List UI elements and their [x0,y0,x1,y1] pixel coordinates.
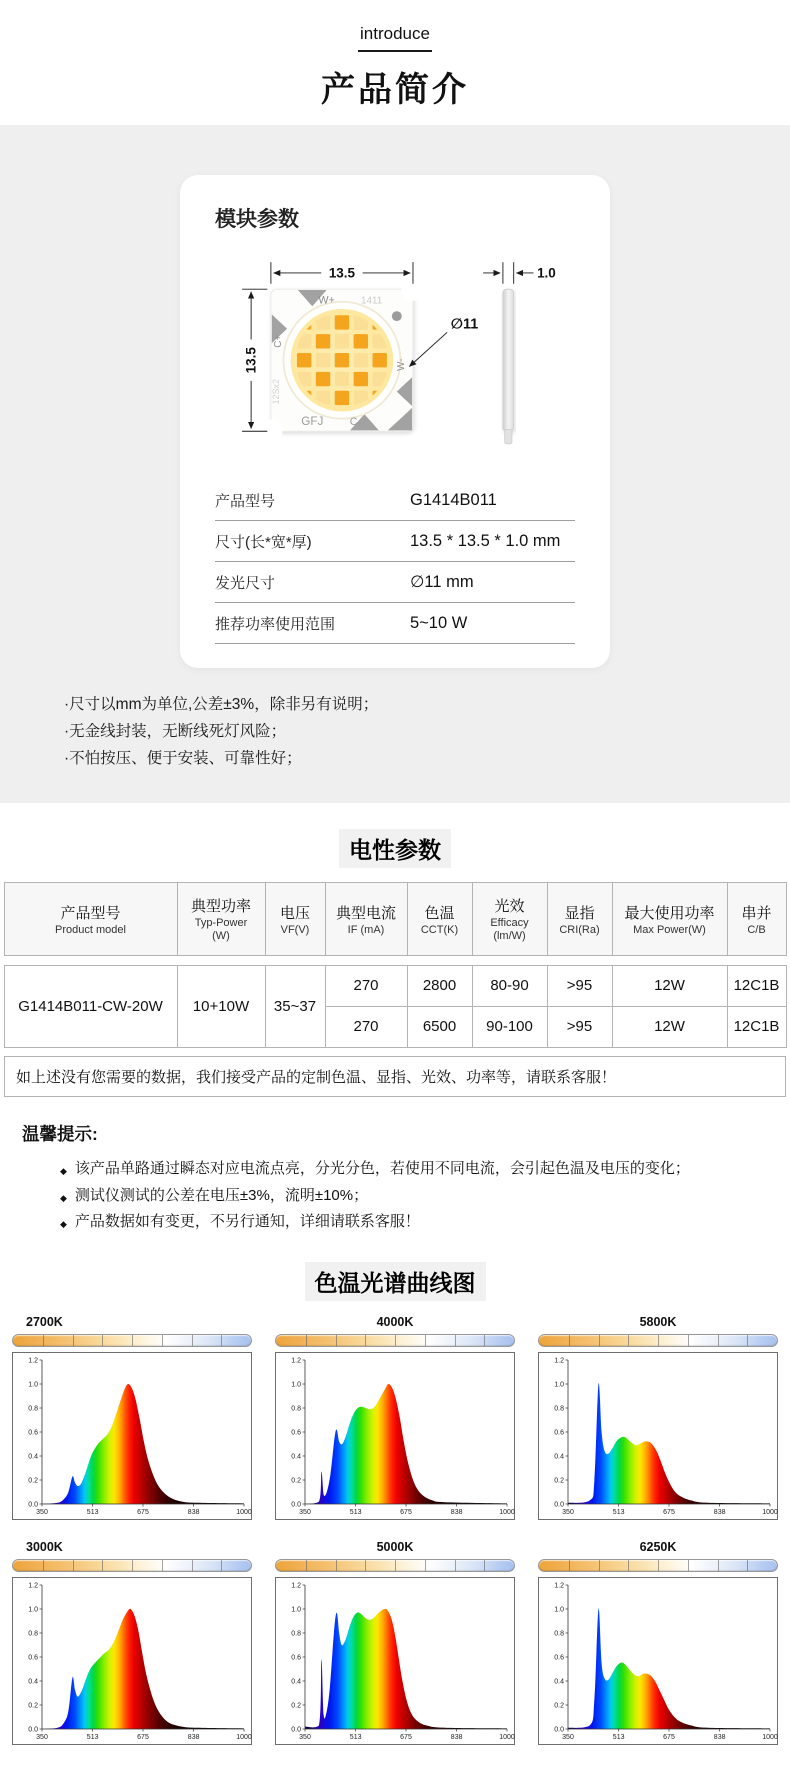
spectrum-plot [275,1352,515,1520]
svg-text:513: 513 [612,1733,625,1741]
svg-text:675: 675 [663,1733,675,1741]
svg-text:838: 838 [713,1508,726,1516]
svg-text:838: 838 [187,1733,200,1741]
tips-list [22,1156,770,1236]
svg-text:350: 350 [299,1508,311,1516]
svg-text:1000: 1000 [762,1508,778,1516]
svg-text:0.8: 0.8 [291,1630,301,1638]
svg-text:1.0: 1.0 [28,1606,38,1614]
module-side-view [503,289,514,444]
chart-cct-label: 5000K [376,1539,414,1554]
svg-text:0.4: 0.4 [554,1453,564,1461]
cell-cri: >95 [547,965,612,1006]
col-voltage: 电压 VF(V) [265,882,325,955]
module-card-title: 模块参数 [215,208,299,231]
col-current: 典型电流 IF (mA) [325,882,407,955]
cell-efficacy: 90-100 [472,1006,547,1047]
col-cct: 色温 CCT(K) [407,882,472,955]
tips-title: 温馨提示: [22,1123,98,1144]
cct-gradient-bar [275,1334,515,1347]
note-line: ·不怕按压、便于安装、可靠性好； [64,749,302,767]
svg-text:0.0: 0.0 [554,1726,564,1734]
spec-value: 5~10 W [410,613,468,632]
svg-text:1.2: 1.2 [291,1357,301,1365]
dim-height-label: 13.5 [243,347,259,374]
col-cb: 串并 C/B [727,882,786,955]
tip-item: ◆ 该产品单路通过瞬态对应电流点亮，分光分色，若使用不同电流，会引起色温及电压的变化； [60,1156,770,1183]
spectra-section-title: 色温光谱曲线图 [305,1262,486,1301]
led-chip-grid [297,315,387,405]
spectrum-chart-cell [275,1315,515,1520]
cell-max-power: 12W [612,1006,727,1047]
svg-text:0.2: 0.2 [28,1702,38,1710]
note-line: ·无金线封装，无断线死灯风险； [64,722,287,740]
electrical-header-row [4,882,786,955]
svg-text:513: 513 [612,1508,625,1516]
chart-cct-label: 5800K [639,1314,677,1329]
svg-text:513: 513 [349,1733,362,1741]
svg-text:0.8: 0.8 [291,1405,301,1413]
svg-text:0.6: 0.6 [28,1654,38,1662]
svg-text:0.0: 0.0 [291,1501,301,1509]
spectrum-plot [12,1577,252,1745]
chart-cct-label: 4000K [376,1314,414,1329]
label-c-minus: C- [349,415,362,428]
svg-text:0.2: 0.2 [554,1702,564,1710]
polarity-dot [392,311,402,321]
label-gfj: GFJ [301,414,324,428]
svg-text:513: 513 [349,1508,362,1516]
cell-model: G1414B011-CW-20W [4,965,177,1047]
tip-item: ◆ 测试仪测试的公差在电压±3%，流明±10%； [60,1183,770,1210]
cell-cb: 12C1B [727,1006,786,1047]
page-title: 产品简介 [321,71,469,109]
svg-text:0.0: 0.0 [554,1501,564,1509]
svg-text:1.0: 1.0 [291,1381,301,1389]
svg-text:0.6: 0.6 [28,1429,38,1437]
note-line: ·尺寸以mm为单位,公差±3%，除非另有说明； [64,696,379,713]
svg-text:1000: 1000 [236,1508,252,1516]
svg-text:0.8: 0.8 [28,1405,38,1413]
module-notes [64,692,790,773]
spectrum-charts [12,1315,778,1745]
svg-text:1.0: 1.0 [554,1606,564,1614]
cct-gradient-bar [12,1559,252,1572]
svg-text:838: 838 [187,1508,200,1516]
cct-gradient-bar [275,1559,515,1572]
svg-text:1000: 1000 [499,1733,515,1741]
dim-width-label: 13.5 [328,265,356,281]
dim-diameter-leader [409,332,447,366]
spectrum-plot [12,1352,252,1520]
tip-item: ◆ 产品数据如有变更，不另行通知，详细请联系客服！ [60,1209,770,1236]
svg-text:513: 513 [86,1508,99,1516]
page-header [0,0,790,111]
module-top-view [259,277,424,442]
svg-text:0.6: 0.6 [291,1429,301,1437]
diamond-bullet-icon: ◆ [60,1165,67,1176]
svg-text:0.2: 0.2 [28,1477,38,1485]
col-max-power: 最大使用功率 Max Power(W) [612,882,727,955]
spec-row-model [215,480,575,521]
svg-text:0.4: 0.4 [291,1678,301,1686]
svg-text:350: 350 [36,1733,48,1741]
module-diagram-svg [215,237,575,478]
label-series: 12Sx2 [270,378,281,405]
svg-text:838: 838 [713,1733,726,1741]
spectrum-plot [538,1352,778,1520]
svg-text:350: 350 [299,1733,311,1741]
cell-efficacy: 80-90 [472,965,547,1006]
header-eyebrow: introduce [360,24,430,43]
svg-text:1.0: 1.0 [291,1606,301,1614]
label-c-plus: C+ [272,334,284,348]
svg-text:1.2: 1.2 [28,1357,38,1365]
svg-text:0.2: 0.2 [554,1477,564,1485]
cell-cri: >95 [547,1006,612,1047]
spectrum-chart-cell [12,1315,252,1520]
col-product-model: 产品型号 Product model [4,882,177,955]
svg-text:1.0: 1.0 [554,1381,564,1389]
svg-text:0.4: 0.4 [291,1453,301,1461]
svg-text:0.4: 0.4 [554,1678,564,1686]
spec-value: G1414B011 [410,490,497,509]
col-typ-power: 典型功率 Typ-Power (W) [177,882,265,955]
cell-typ-power: 10+10W [177,965,265,1047]
svg-text:1.2: 1.2 [28,1582,38,1590]
svg-text:0.0: 0.0 [28,1501,38,1509]
cell-cct: 6500 [407,1006,472,1047]
chart-cct-label: 3000K [26,1539,63,1554]
svg-text:0.4: 0.4 [28,1453,38,1461]
cct-gradient-bar [538,1334,778,1347]
cell-voltage: 35~37 [265,965,325,1047]
table-row [4,965,786,1006]
svg-text:1.2: 1.2 [554,1582,564,1590]
spectrum-chart-cell [538,1315,778,1520]
svg-text:675: 675 [400,1508,412,1516]
svg-text:0.6: 0.6 [554,1429,564,1437]
module-section [0,125,790,803]
svg-text:675: 675 [400,1733,412,1741]
module-diagram [215,237,575,478]
tips-block [22,1121,770,1236]
cell-cb: 12C1B [727,965,786,1006]
dim-thickness-label: 1.0 [537,265,556,281]
customization-note: 如上述没有您需要的数据，我们接受产品的定制色温、显指、光效、功率等，请联系客服！ [4,1056,786,1097]
header-divider [358,50,432,52]
chart-cct-label: 6250K [639,1539,677,1554]
col-efficacy: 光效 Efficacy (lm/W) [472,882,547,955]
spectrum-chart-cell [12,1540,252,1745]
spec-label: 发光尺寸 [215,574,276,592]
svg-text:0.2: 0.2 [291,1702,301,1710]
dim-thickness [483,262,533,284]
svg-text:0.8: 0.8 [554,1405,564,1413]
spec-value: ∅11 mm [410,573,474,591]
cell-current: 270 [325,1006,407,1047]
cell-max-power: 12W [612,965,727,1006]
chart-cct-label: 2700K [26,1314,63,1329]
svg-text:838: 838 [450,1733,463,1741]
electrical-table [4,882,787,1048]
spec-row-les [215,562,575,603]
bottom-spacer [0,1745,790,1789]
svg-text:350: 350 [562,1508,574,1516]
svg-text:675: 675 [663,1508,675,1516]
electrical-section-title: 电性参数 [339,829,451,868]
svg-text:1000: 1000 [236,1733,252,1741]
svg-text:0.8: 0.8 [554,1630,564,1638]
diamond-bullet-icon: ◆ [60,1192,67,1203]
dim-diameter-label: ∅11 [450,316,479,333]
svg-text:0.2: 0.2 [291,1477,301,1485]
svg-text:0.6: 0.6 [554,1654,564,1662]
spectrum-plot [538,1577,778,1745]
svg-text:675: 675 [137,1733,149,1741]
svg-text:675: 675 [137,1508,149,1516]
cct-gradient-bar [538,1559,778,1572]
svg-text:513: 513 [86,1733,99,1741]
svg-text:1.2: 1.2 [554,1357,564,1365]
svg-text:350: 350 [562,1733,574,1741]
spec-label: 产品型号 [215,492,276,510]
module-card [180,175,610,668]
svg-text:1.2: 1.2 [291,1582,301,1590]
svg-text:0.6: 0.6 [291,1654,301,1662]
svg-text:0.0: 0.0 [28,1726,38,1734]
spec-row-power-range [215,603,575,644]
spectrum-chart-cell [538,1540,778,1745]
svg-text:1000: 1000 [762,1733,778,1741]
svg-text:1000: 1000 [499,1508,515,1516]
spectrum-plot [275,1577,515,1745]
svg-text:0.8: 0.8 [28,1630,38,1638]
svg-text:0.0: 0.0 [291,1726,301,1734]
label-w-minus: W- [395,358,407,371]
spec-label: 尺寸(长*宽*厚) [215,533,312,551]
label-w-plus: W+ [318,294,335,307]
cell-cct: 2800 [407,965,472,1006]
spec-row-size [215,521,575,562]
cct-gradient-bar [12,1334,252,1347]
spec-label: 推荐功率使用范围 [215,615,336,633]
svg-text:350: 350 [36,1508,48,1516]
svg-text:838: 838 [450,1508,463,1516]
svg-text:1.0: 1.0 [28,1381,38,1389]
svg-text:0.4: 0.4 [28,1678,38,1686]
spec-value: 13.5 * 13.5 * 1.0 mm [410,531,561,550]
diamond-bullet-icon: ◆ [60,1219,67,1230]
table-gap-row [4,955,786,965]
spectrum-chart-cell [275,1540,515,1745]
col-cri: 显指 CRI(Ra) [547,882,612,955]
label-code: 1411 [361,295,383,307]
cell-current: 270 [325,965,407,1006]
module-spec-table [215,480,575,644]
